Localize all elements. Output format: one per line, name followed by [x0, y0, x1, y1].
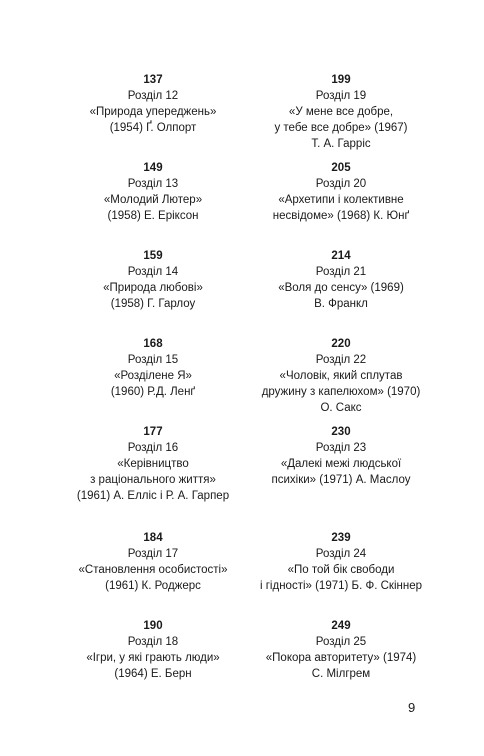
toc-page-number: 214	[331, 250, 351, 262]
toc-page-number: 184	[143, 532, 163, 544]
toc-title-line: дружину з капелюхом» (1970)	[261, 386, 421, 398]
toc-title-line: (1961) К. Роджерс	[105, 580, 201, 592]
toc-entry	[236, 336, 446, 416]
toc-entry	[48, 424, 258, 504]
toc-title-line: «Розділене Я»	[114, 370, 192, 382]
toc-entry	[48, 336, 258, 400]
toc-title-line: і гідності» (1971) Б. Ф. Скіннер	[259, 580, 422, 592]
toc-chapter-label: Розділ 12	[127, 90, 179, 102]
toc-entry	[236, 248, 446, 312]
toc-title-line: у тебе все добре» (1967)	[274, 122, 408, 134]
toc-page-number: 159	[143, 250, 163, 262]
toc-title-line: (1961) А. Елліс і Р. А. Гарпер	[76, 490, 230, 502]
toc-title-line: (1960) Р.Д. Ленґ	[110, 386, 196, 398]
toc-entry	[236, 530, 446, 594]
toc-title-line: психіки» (1971) А. Маслоу	[271, 474, 411, 486]
toc-page-number: 239	[331, 532, 351, 544]
toc-page-number: 168	[143, 338, 163, 350]
toc-chapter-label: Розділ 16	[127, 442, 179, 454]
toc-title-line: (1964) Е. Берн	[114, 668, 192, 680]
toc-chapter-label: Розділ 20	[315, 178, 367, 190]
toc-page-number: 249	[331, 620, 351, 632]
toc-title-line: «Воля до сенсу» (1969)	[278, 282, 404, 294]
toc-title-line: «Далекі межі людської	[280, 458, 402, 470]
toc-title-line: С. Мілгрем	[311, 668, 371, 680]
toc-title-line: «Чоловік, який сплутав	[279, 370, 403, 382]
toc-title-line: (1958) Г. Гарлоу	[110, 298, 196, 310]
toc-chapter-label: Розділ 19	[315, 90, 367, 102]
toc-title-line: О. Сакс	[320, 402, 362, 414]
toc-title-line: з раціонального життя»	[90, 474, 216, 486]
toc-page-number: 230	[331, 426, 351, 438]
toc-title-line: несвідоме» (1968) К. Юнґ	[272, 210, 410, 222]
toc-title-line: В. Франкл	[314, 298, 368, 310]
toc-entry	[48, 618, 258, 682]
toc-chapter-label: Розділ 24	[315, 548, 367, 560]
toc-title-line: «Природа любові»	[103, 282, 203, 294]
toc-chapter-label: Розділ 17	[127, 548, 179, 560]
toc-page-number: 149	[143, 162, 163, 174]
toc-page-number: 205	[331, 162, 351, 174]
toc-chapter-label: Розділ 23	[315, 442, 367, 454]
toc-chapter-label: Розділ 14	[127, 266, 179, 278]
toc-title-line: (1954) Ґ. Олпорт	[109, 122, 197, 134]
toc-title-line: «Становлення особистості»	[78, 564, 228, 576]
toc-entry	[48, 248, 258, 312]
toc-title-line: «По той бік свободи	[287, 564, 395, 576]
toc-chapter-label: Розділ 18	[127, 636, 179, 648]
toc-title-line: «Природа упереджень»	[89, 106, 217, 118]
toc-entry	[236, 160, 446, 224]
page-number: 9	[408, 700, 416, 715]
toc-title-line: «Архетипи і колективне	[278, 194, 404, 206]
toc-entry	[48, 530, 258, 594]
toc-chapter-label: Розділ 25	[315, 636, 367, 648]
toc-chapter-label: Розділ 22	[315, 354, 367, 366]
toc-title-line: «У мене все добре,	[288, 106, 394, 118]
toc-title-line: «Молодий Лютер»	[103, 194, 203, 206]
toc-page-number: 199	[331, 74, 351, 86]
toc-page-number: 177	[143, 426, 163, 438]
toc-entry	[236, 424, 446, 488]
toc-chapter-label: Розділ 15	[127, 354, 179, 366]
toc-entry	[48, 160, 258, 224]
toc-title-line: «Керівництво	[117, 458, 189, 470]
toc-title-line: (1958) Е. Еріксон	[107, 210, 199, 222]
toc-page-number: 137	[143, 74, 163, 86]
toc-title-line: Т. А. Гарріс	[311, 138, 371, 150]
toc-title-line: «Покора авторитету» (1974)	[265, 652, 417, 664]
toc-entry	[236, 72, 446, 152]
toc-chapter-label: Розділ 21	[315, 266, 367, 278]
toc-entry	[236, 618, 446, 682]
toc-chapter-label: Розділ 13	[127, 178, 179, 190]
toc-title-line: «Ігри, у які грають люди»	[86, 652, 220, 664]
toc-entry	[48, 72, 258, 136]
toc-page-number: 190	[143, 620, 163, 632]
toc-page-number: 220	[331, 338, 351, 350]
